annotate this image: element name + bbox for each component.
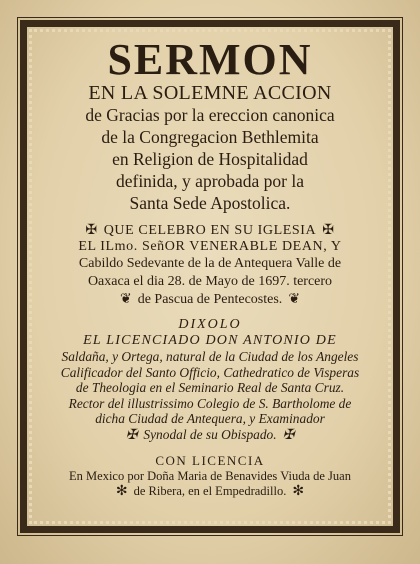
licencia-heading: CON LICENCIA xyxy=(155,453,265,468)
author-line-7 xyxy=(36,427,384,444)
cross-ornament-icon: ✠ xyxy=(125,427,138,443)
author-line-4: de Theologia en el Seminario Real de Santa Cruz. xyxy=(75,380,345,395)
dixolo-heading: DIXOLO xyxy=(178,317,242,332)
author-line-2: Saldaña, y Ortega, natural de la Ciudad de los Angeles xyxy=(61,349,359,364)
subtitle-line-1: EN LA SOLEMNE ACCION xyxy=(88,82,332,104)
celebration-line-1 xyxy=(36,222,384,239)
celebration-line-3: Cabildo Sedevante de la de Antequera Valle de xyxy=(78,256,342,271)
cross-ornament-icon: ✠ xyxy=(282,427,295,443)
celebration-line-4: Oaxaca el dia 28. de Mayo de 1697. tercero xyxy=(87,274,333,289)
sermon-title: SERMON xyxy=(107,35,313,84)
author-line-1: EL LICENCIADO DON ANTONIO DE xyxy=(83,333,337,348)
subtitle-line-6: Santa Sede Apostolica. xyxy=(129,193,291,213)
author-line-5: Rector del illustrissimo Colegio de S. Bartholome de xyxy=(68,395,352,411)
celebration-line-5 xyxy=(36,291,384,309)
author-line-3: Calificador del Santo Officio, Cathedratico de Visperas xyxy=(60,364,360,380)
subtitle-line-4: en Religion de Hospitalidad xyxy=(112,149,308,169)
imprint-text-2: de Ribera, en el Empedradillo. xyxy=(133,484,287,498)
stars-ornament-icon: ✻ xyxy=(292,484,305,499)
imprint-line-2 xyxy=(36,484,384,499)
celebration-line-2: EL ILmo. SeñOR VENERABLE DEAN, Y xyxy=(78,239,342,254)
author-line-6: dicha Ciudad de Antequera, y Examinador xyxy=(95,411,325,426)
celebration-text-5: de Pascua de Pentecostes. xyxy=(137,292,283,307)
fleuron-icon: ❦ xyxy=(119,292,132,307)
stars-ornament-icon: ✻ xyxy=(115,484,128,499)
cross-ornament-icon: ✠ xyxy=(85,223,98,238)
celebration-text-1: QUE CELEBRO EN SU IGLESIA xyxy=(103,223,317,238)
cross-ornament-icon: ✠ xyxy=(322,223,335,238)
subtitle-line-2: de Gracias por la ereccion canonica xyxy=(85,105,335,125)
fleuron-icon: ❦ xyxy=(288,292,301,307)
imprint-line-1: En Mexico por Doña Maria de Benavides Viuda de Juan xyxy=(69,469,351,483)
author-text-7: Synodal de su Obispado. xyxy=(143,426,277,442)
subtitle-line-3: de la Congregacion Bethlemita xyxy=(101,127,319,147)
subtitle-line-5: definida, y aprobada por la xyxy=(115,171,305,191)
title-page-text xyxy=(36,35,384,499)
